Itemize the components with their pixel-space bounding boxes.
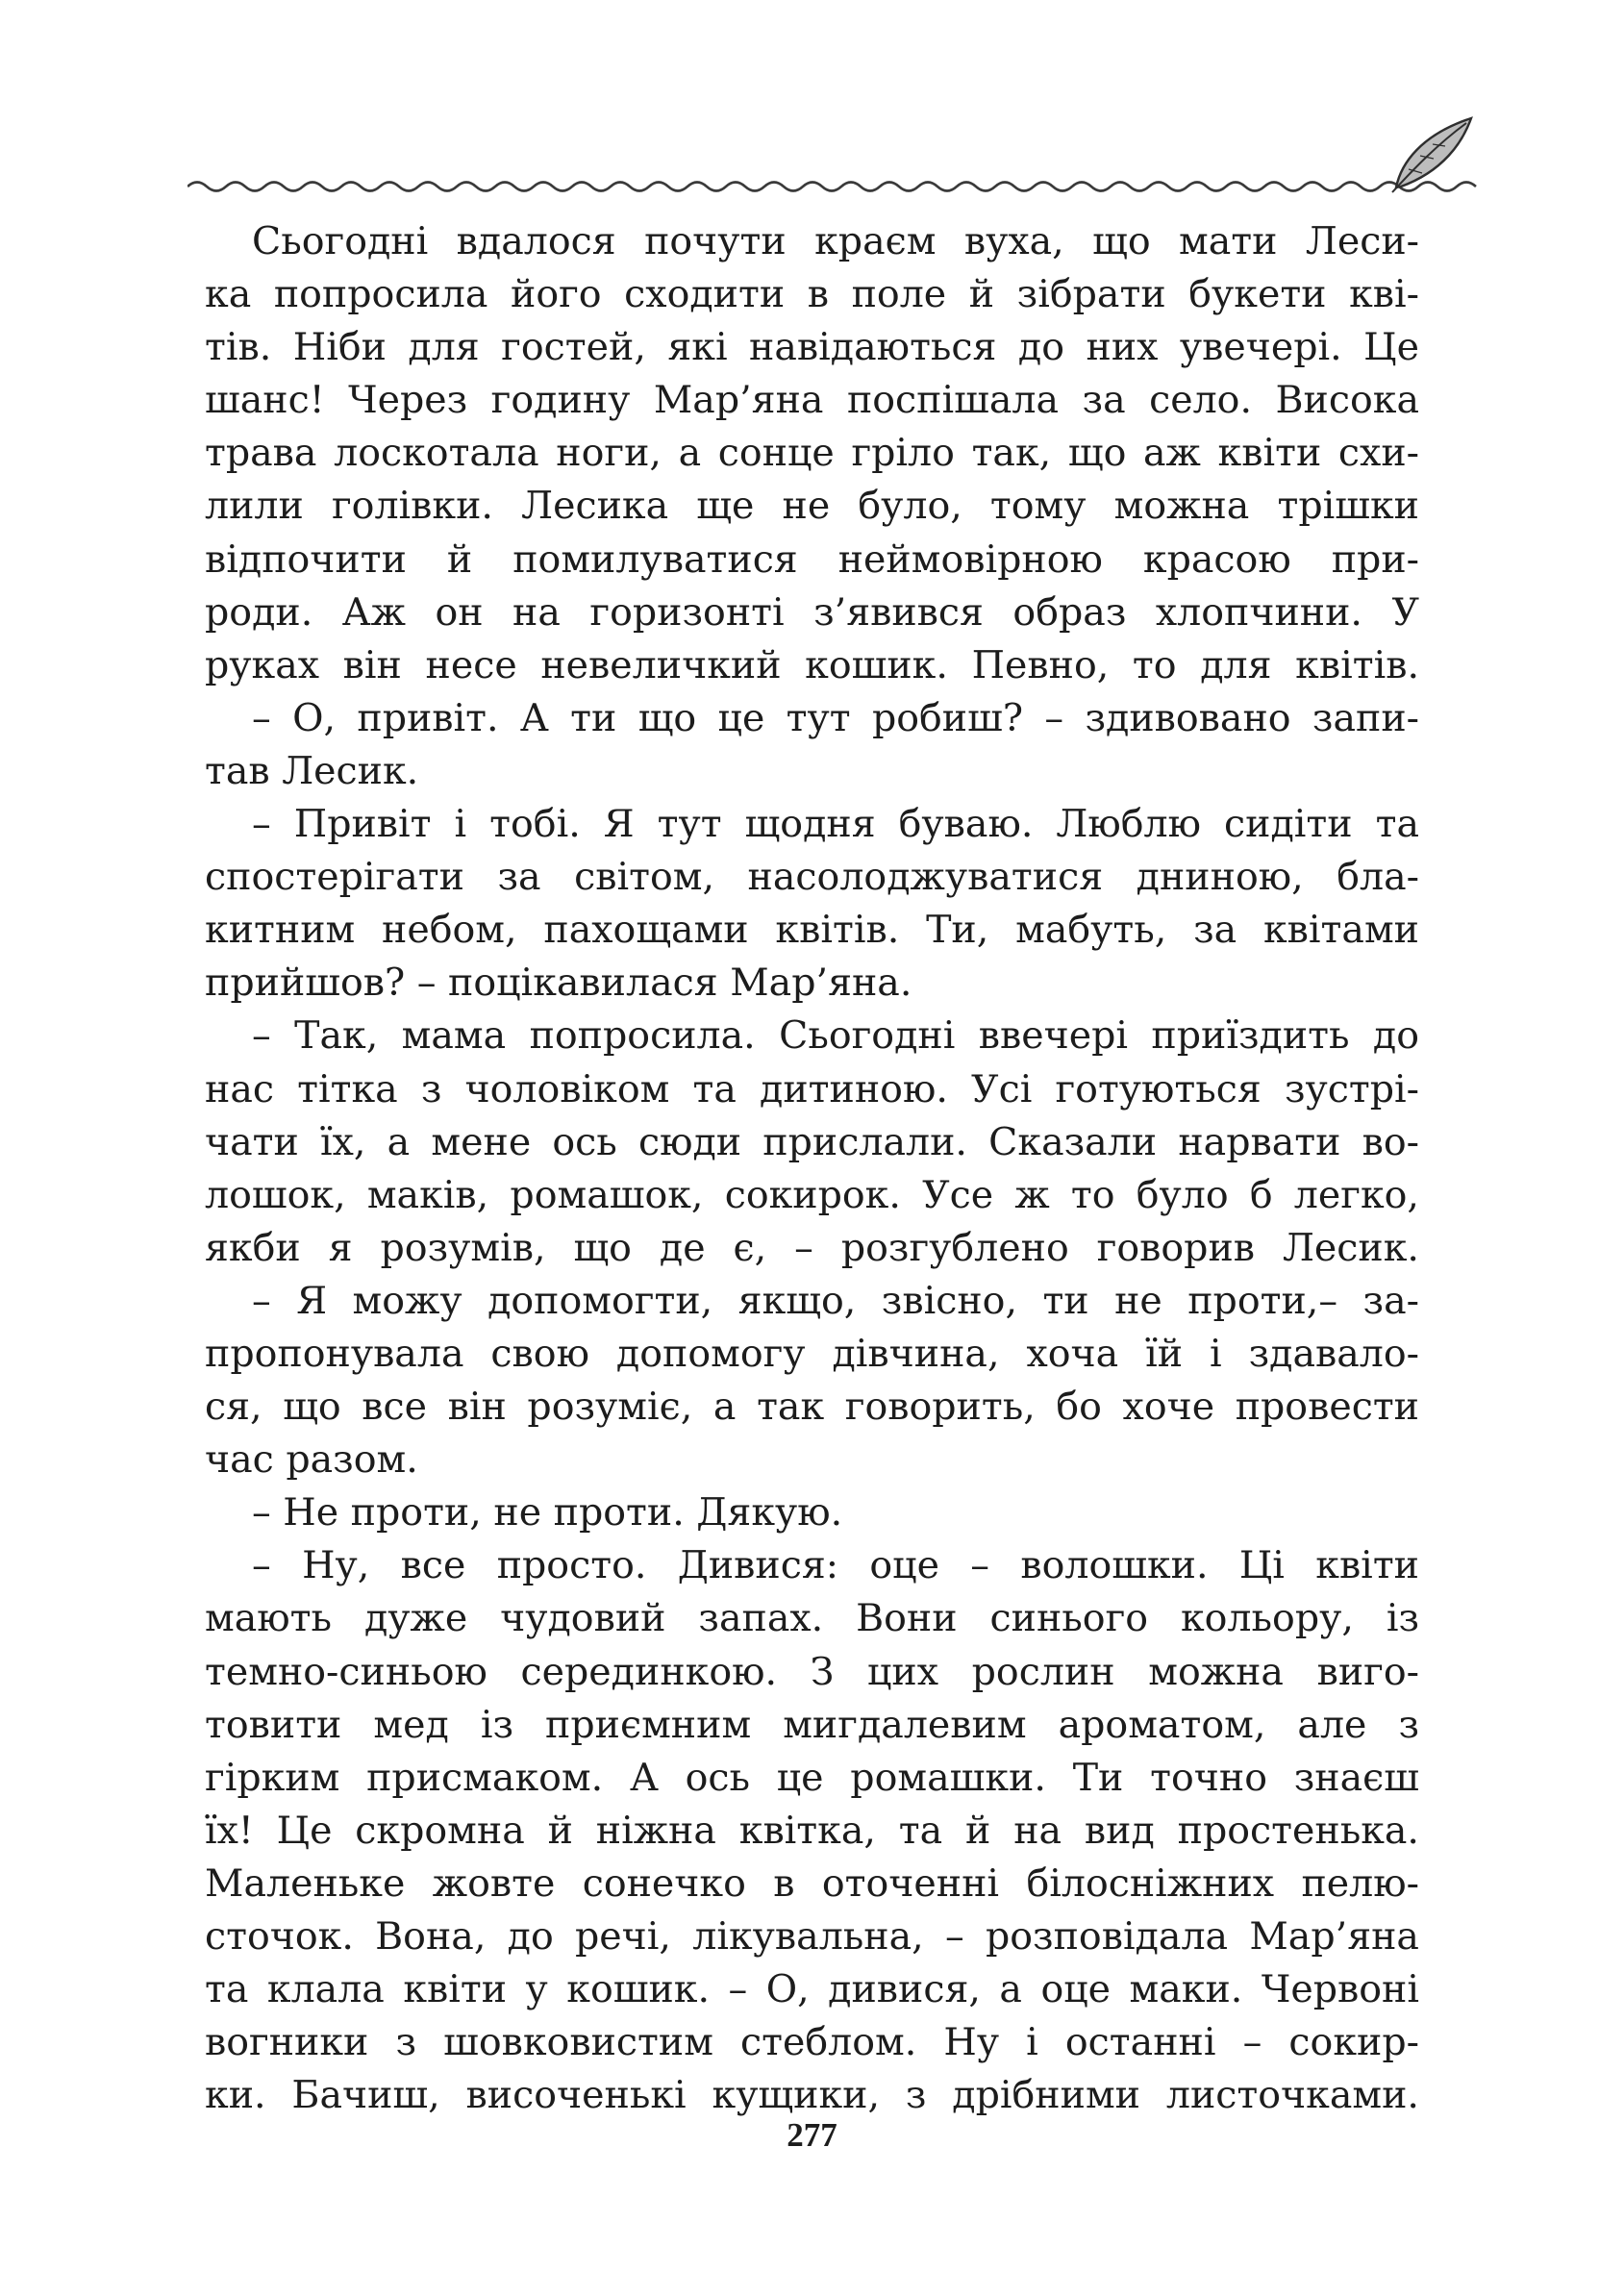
- quill-feather-icon: [1392, 118, 1471, 192]
- text-line: якби я розумів, що де є, – розгублено говорив Лесик.: [205, 1225, 1419, 1270]
- text-line: – Привіт і тобі. Я тут щодня буваю. Люблю сидіти та: [252, 802, 1419, 847]
- text-body: [205, 215, 1419, 2122]
- text-line: трава лоскотала ноги, а сонце гріло так, що аж квіти схи-: [205, 431, 1419, 476]
- text-line: чати їх, а мене ось сюди прислали. Сказали нарвати во-: [205, 1119, 1419, 1164]
- text-line: прийшов? – поцікавилася Мар’яна.: [205, 961, 912, 1006]
- text-line: шанс! Через годину Мар’яна поспішала за село. Висока: [205, 378, 1419, 423]
- text-line: тів. Ніби для гостей, які навідаються до них увечері. Це: [205, 325, 1419, 370]
- text-line: лили голівки. Лесика ще не було, тому можна трішки: [205, 484, 1419, 529]
- text-line: руках він несе невеличкий кошик. Певно, то для квітів.: [205, 642, 1419, 687]
- text-line: вогники з шовковистим стеблом. Ну і останні – сокир-: [205, 2020, 1419, 2065]
- text-line: їх! Це скромна й ніжна квітка, та й на вид простенька.: [205, 1808, 1419, 1853]
- text-line: ки. Бачиш, височенькі кущики, з дрібними листочками.: [205, 2073, 1419, 2118]
- text-line: Сьогодні вдалося почути краєм вуха, що мати Леси-: [252, 219, 1419, 263]
- text-line: – О, привіт. А ти що це тут робиш? – здивовано запи-: [252, 695, 1419, 740]
- text-line: темно-синьою серединкою. З цих рослин можна виго-: [205, 1649, 1419, 1694]
- text-line: товити мед із приємним мигдалевим ароматом, але з: [205, 1702, 1419, 1747]
- text-line: відпочити й помилуватися неймовірною красою при-: [205, 537, 1419, 582]
- text-line: – Я можу допомогти, якщо, звісно, ти не проти,– за-: [252, 1278, 1419, 1323]
- text-line: – Не проти, не проти. Дякую.: [252, 1490, 843, 1535]
- text-line: лошок, маків, ромашок, сокирок. Усе ж то було б легко,: [205, 1172, 1419, 1217]
- text-line: – Ну, все просто. Дивися: оце – волошки. Ці квіти: [252, 1543, 1419, 1588]
- text-line: та клала квіти у кошик. – О, дивися, а оце маки. Червоні: [205, 1967, 1419, 2012]
- text-line: роди. Аж он на горизонті з’явився образ хлопчини. У: [205, 589, 1419, 635]
- wavy-line: [187, 183, 1476, 191]
- text-line: спостерігати за світом, насолоджуватися дниною, бла-: [205, 855, 1419, 900]
- text-line: тав Лесик.: [205, 748, 419, 793]
- text-line: гірким присмаком. А ось це ромашки. Ти точно знаєш: [205, 1755, 1419, 1800]
- header-ornament: [187, 113, 1481, 200]
- page-number: 277: [787, 2116, 837, 2154]
- text-line: час разом.: [205, 1437, 418, 1483]
- text-line: – Так, мама попросила. Сьогодні ввечері приїздить до: [252, 1013, 1419, 1059]
- text-line: ся, що все він розуміє, а так говорить, бо хоче провести: [205, 1385, 1419, 1430]
- text-line: ка попросила його сходити в поле й зібрати букети кві-: [205, 272, 1419, 317]
- text-line: мають дуже чудовий запах. Вони синього кольору, із: [205, 1596, 1419, 1641]
- text-line: нас тітка з чоловіком та дитиною. Усі готуються зустрі-: [205, 1066, 1419, 1111]
- text-line: пропонувала свою допомогу дівчина, хоча їй і здавало-: [205, 1331, 1419, 1376]
- text-line: китним небом, пахощами квітів. Ти, мабуть, за квітами: [205, 908, 1419, 953]
- text-line: Маленьке жовте сонечко в оточенні білосніжних пелю-: [205, 1860, 1419, 1906]
- text-line: сточок. Вона, до речі, лікувальна, – розповідала Мар’яна: [205, 1914, 1419, 1959]
